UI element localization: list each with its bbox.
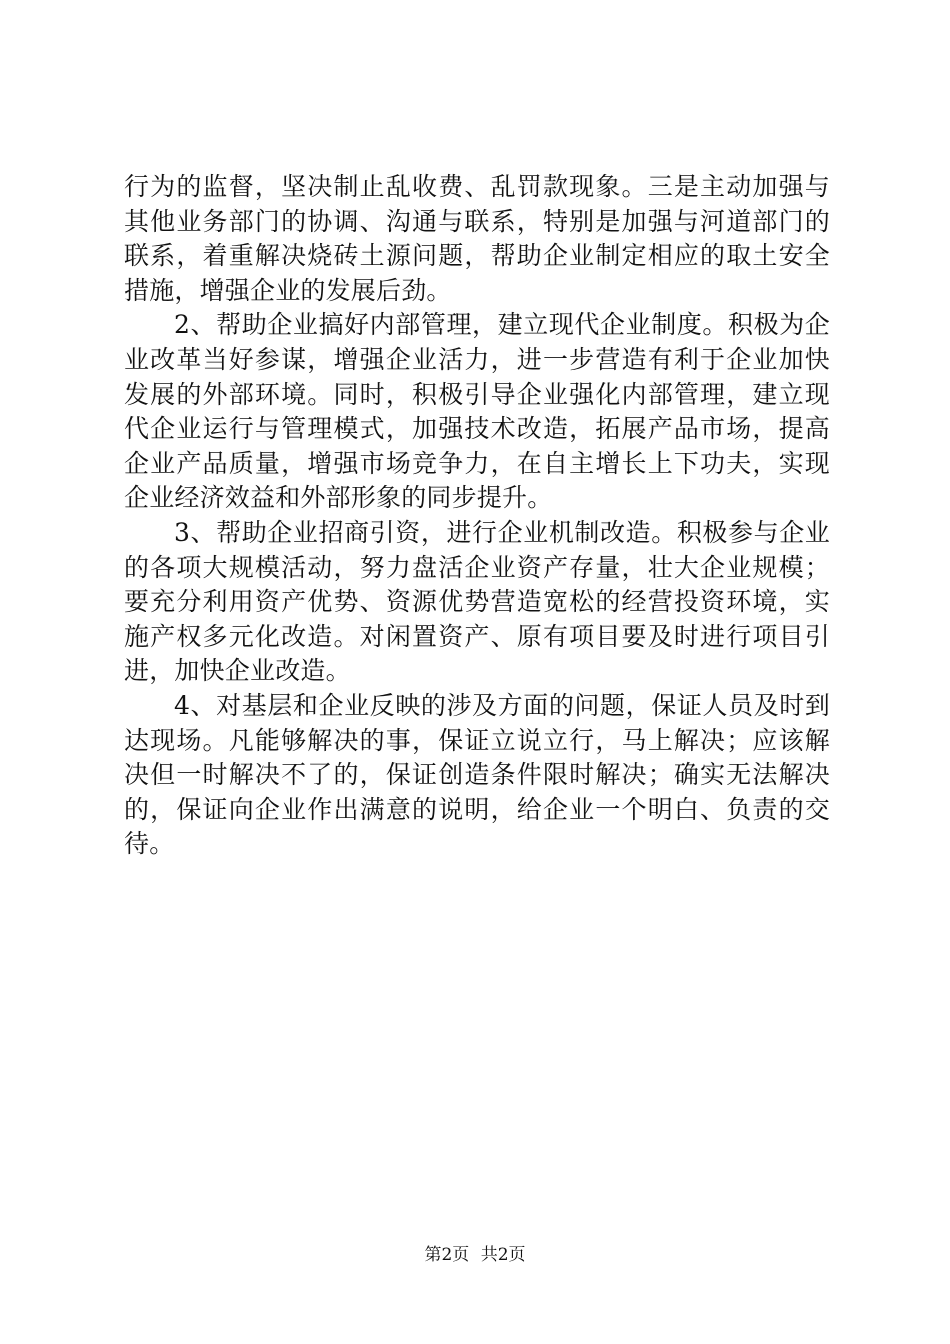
text-line: 行为的监督，坚决制止乱收费、乱罚款现象。三是主动加强与 xyxy=(124,172,830,201)
text-line: 其他业务部门的协调、沟通与联系，特别是加强与河道部门的 xyxy=(124,206,830,236)
text-line: 的各项大规模活动，努力盘活企业资产存量，壮大企业规模； xyxy=(124,552,830,582)
document-body xyxy=(124,170,830,862)
text-line: 措施，增强企业的发展后劲。 xyxy=(124,275,452,305)
page-number: 第2页 xyxy=(424,1245,470,1265)
text-line: 要充分利用资产优势、资源优势营造宽松的经营投资环境，实 xyxy=(124,587,830,617)
text-line: 施产权多元化改造。对闲置资产、原有项目要及时进行项目引 xyxy=(124,621,830,651)
text-line: 发展的外部环境。同时，积极引导企业强化内部管理，建立现 xyxy=(124,379,830,409)
text-line: 联系，着重解决烧砖土源问题，帮助企业制定相应的取土安全 xyxy=(124,241,830,271)
text-line: 的，保证向企业作出满意的说明，给企业一个明白、负责的交 xyxy=(124,794,830,824)
text-line: 待。 xyxy=(124,829,175,859)
page-total: 共2页 xyxy=(480,1245,526,1265)
text-line: 企业经济效益和外部形象的同步提升。 xyxy=(124,483,553,513)
page-footer xyxy=(0,1244,950,1266)
text-line: 4、对基层和企业反映的涉及方面的问题，保证人员及时到 xyxy=(174,690,830,720)
text-line: 达现场。凡能够解决的事，保证立说立行，马上解决；应该解 xyxy=(124,725,830,755)
text-line: 决但一时解决不了的，保证创造条件限时解决；确实无法解决 xyxy=(124,760,830,790)
text-line: 业改革当好参谋，增强企业活力，进一步营造有利于企业加快 xyxy=(124,344,830,374)
text-line: 企业产品质量，增强市场竞争力，在自主增长上下功夫，实现 xyxy=(124,448,830,478)
text-line: 2、帮助企业搞好内部管理，建立现代企业制度。积极为企 xyxy=(174,310,830,340)
text-line: 3、帮助企业招商引资，进行企业机制改造。积极参与企业 xyxy=(174,517,830,547)
text-line: 代企业运行与管理模式，加强技术改造，拓展产品市场，提高 xyxy=(124,414,830,444)
text-line: 进，加快企业改造。 xyxy=(124,656,351,686)
